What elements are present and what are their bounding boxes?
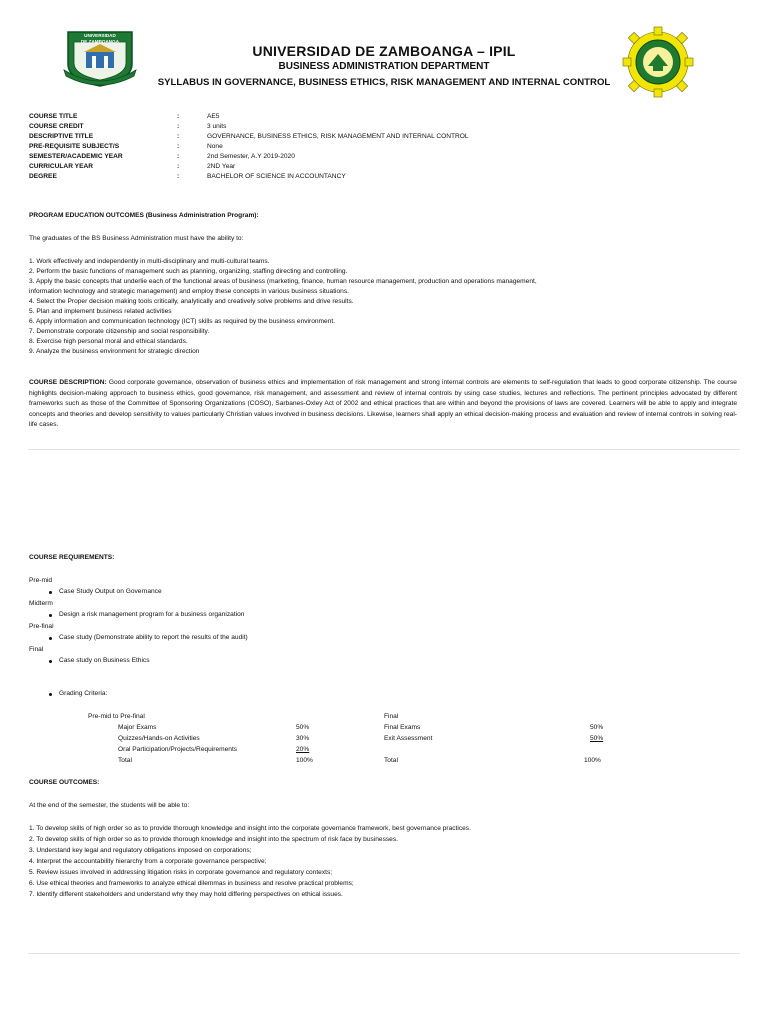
list-item: 6. Use ethical theories and frameworks to analyze ethical dilemmas in business and resolve practical problems; [29, 880, 354, 887]
grading-row-pct: 20% [296, 746, 310, 753]
prerequisite-value: None [207, 143, 223, 150]
grading-row-name: Exit Assessment [384, 735, 433, 742]
list-item: 5. Plan and implement business related activities [29, 308, 172, 315]
list-item: 7. Demonstrate corporate citizenship and social responsibility. [29, 328, 210, 335]
peo-heading: PROGRAM EDUCATION OUTCOMES (Business Administration Program): [29, 212, 259, 219]
grading-row-pct: 50% [590, 724, 604, 731]
outcomes-intro: At the end of the semester, the students will be able to: [29, 802, 190, 809]
descriptive-title-value: GOVERNANCE, BUSINESS ETHICS, RISK MANAGEMENT AND INTERNAL CONTROL [207, 133, 469, 140]
course-credit-label: COURSE CREDIT [29, 123, 84, 130]
list-item: 8. Exercise high personal moral and ethical standards. [29, 338, 188, 345]
grading-row-pct: 30% [296, 735, 310, 742]
list-item: 7. Identify different stakeholders and understand why they may hold differing perspectives on ethical issues. [29, 891, 343, 898]
list-item: 9. Analyze the business environment for strategic direction [29, 348, 200, 355]
term-label: Midterm [29, 600, 53, 607]
bullet-icon [49, 614, 52, 617]
course-title-label: COURSE TITLE [29, 113, 78, 120]
grading-total-pct: 100% [296, 757, 313, 764]
requirement-item: Design a risk management program for a business organization [59, 611, 245, 618]
requirement-item: Case study on Business Ethics [59, 657, 150, 664]
section-divider [28, 449, 740, 450]
term-label: Final [29, 646, 44, 653]
grading-criteria-label: Grading Criteria: [59, 690, 108, 697]
course-description-text: Good corporate governance, observation of business ethics and implementation of risk management and strong internal controls are elements to self-regulation that leads to good corporate citizenship. The course highlights decision-making approach to business ethics, good governance, risk management, and assessment and review of internal controls by using case studies, lectures and reflections. The pertinent principles advocated by different frameworks such as those of the Committee of Sponsoring Organizations (COSO), Sarbanes-Oxley Act of 2002 and ethical practices that are within and beyond the provisions of laws are covered. Learners will be able to apply and integrate concepts and theories and develop sensitivity to values particularly Christian values involved in business decisions. Likewise, learners shall apply an ethical decision-making process and evaluation and review of internal controls in solving real-life cases. [29, 379, 737, 429]
prerequisite-label: PRE-REQUISITE SUBJECT/S [29, 143, 120, 150]
list-item: 2. Perform the basic functions of management such as planning, organizing, staffing directing and controlling. [29, 268, 348, 275]
requirement-item: Case Study Output on Governance [59, 588, 162, 595]
course-title-value: AE5 [207, 113, 220, 120]
semester-value: 2nd Semester, A.Y 2019-2020 [207, 153, 295, 160]
descriptive-title-label: DESCRIPTIVE TITLE [29, 133, 94, 140]
list-item: 1. Work effectively and independently in multi-disciplinary and multi-cultural teams. [29, 258, 270, 265]
list-item: 5. Review issues involved in addressing litigation risks in corporate governance and regulatory contexts; [29, 869, 333, 876]
list-item: 3. Understand key legal and regulatory obligations imposed on corporations; [29, 847, 252, 854]
grading-total-label: Total [118, 757, 132, 764]
curricular-year-label: CURRICULAR YEAR [29, 163, 93, 170]
page-title: UNIVERSIDAD DE ZAMBOANGA – IPIL [252, 43, 516, 59]
grading-right-title: Final [384, 713, 399, 720]
requirements-heading: COURSE REQUIREMENTS: [29, 554, 115, 561]
term-label: Pre-mid [29, 577, 53, 584]
grading-total-pct: 100% [584, 757, 601, 764]
course-credit-sep: : [177, 123, 180, 130]
grading-row-pct: 50% [590, 735, 604, 742]
degree-label: DEGREE [29, 173, 57, 180]
logo-top-text: UNIVERSIDAD [84, 33, 116, 38]
curricular-year-value: 2ND Year [207, 163, 236, 170]
list-item: 3. Apply the basic concepts that underlie each of the functional areas of business (marketing, finance, human resource management, production and operations management, [29, 278, 537, 285]
bullet-icon [49, 591, 52, 594]
course-description-label: COURSE DESCRIPTION: [29, 379, 107, 386]
course-description [29, 378, 737, 431]
grading-row-name: Quizzes/Hands-on Activities [118, 735, 200, 742]
degree-value: BACHELOR OF SCIENCE IN ACCOUNTANCY [207, 173, 346, 180]
descriptive-title-sep: : [177, 133, 180, 140]
semester-label: SEMESTER/ACADEMIC YEAR [29, 153, 123, 160]
peo-intro: The graduates of the BS Business Administration must have the ability to: [29, 235, 244, 242]
bullet-icon [49, 660, 52, 663]
bullet-icon [49, 637, 52, 640]
list-item: 6. Apply information and communication technology (ICT) skills as required by the business environment. [29, 318, 336, 325]
grading-left-title: Pre-mid to Pre-final [88, 713, 145, 720]
prerequisite-sep: : [177, 143, 180, 150]
grading-row-name: Final Exams [384, 724, 421, 731]
grading-row-name: Major Exams [118, 724, 157, 731]
course-credit-value: 3 units [207, 123, 227, 130]
requirement-item: Case study (Demonstrate ability to report the results of the audit) [59, 634, 248, 641]
department-name: BUSINESS ADMINISTRATION DEPARTMENT [278, 61, 490, 72]
list-item: 2. To develop skills of high order so as to provide thorough knowledge and insight into the spectrum of risk face by businesses. [29, 836, 398, 843]
course-title-sep: : [177, 113, 180, 120]
semester-sep: : [177, 153, 180, 160]
logo-bottom-text: DE ZAMBOANGA [80, 39, 120, 44]
syllabus-subtitle: SYLLABUS IN GOVERNANCE, BUSINESS ETHICS, RISK MANAGEMENT AND INTERNAL CONTROL [157, 77, 611, 88]
list-item: information technology and strategic management) and employ these concepts in various business situations. [29, 288, 349, 295]
section-divider [28, 953, 740, 954]
list-item: 4. Select the Proper decision making tools critically, analytically and creatively solve problems and drive results. [29, 298, 354, 305]
list-item: 1. To develop skills of high order so as to provide thorough knowledge and insight into the corporate governance framework, best governance practices. [29, 825, 471, 832]
grading-row-pct: 50% [296, 724, 310, 731]
list-item: 4. Interpret the accountability hierarchy from a corporate governance perspective; [29, 858, 267, 865]
grading-total-label: Total [384, 757, 398, 764]
grading-row-name: Oral Participation/Projects/Requirements [118, 746, 238, 753]
term-label: Pre-final [29, 623, 54, 630]
outcomes-heading: COURSE OUTCOMES: [29, 779, 100, 786]
bullet-icon [49, 693, 52, 696]
curricular-year-sep: : [177, 163, 180, 170]
degree-sep: : [177, 173, 180, 180]
